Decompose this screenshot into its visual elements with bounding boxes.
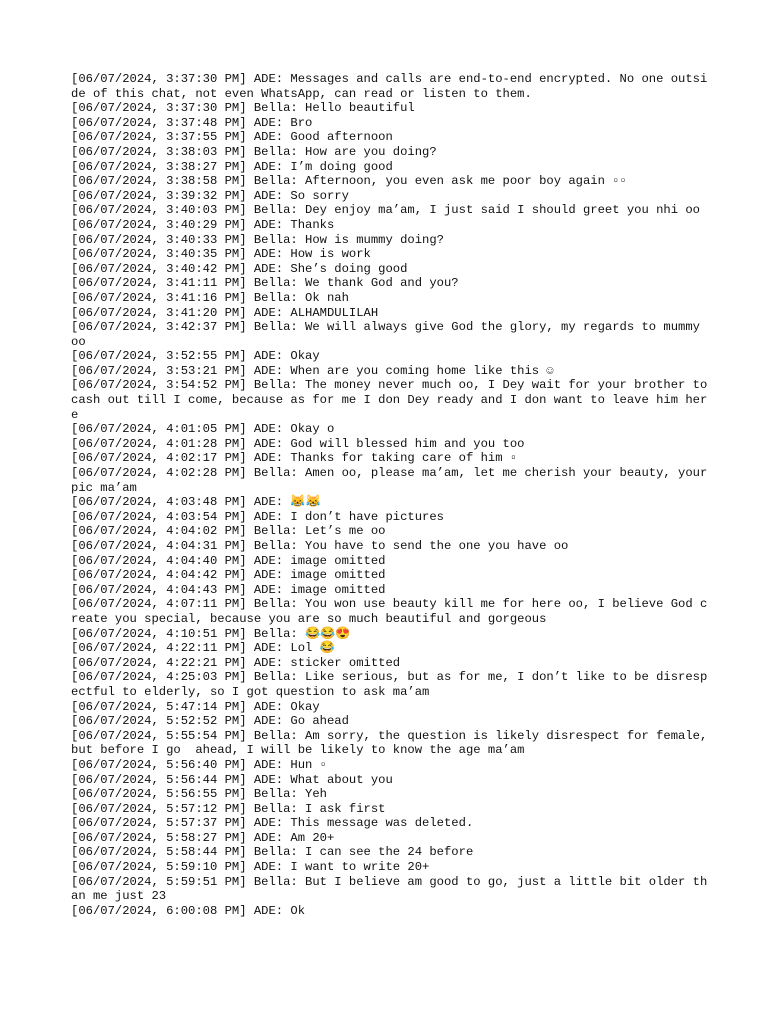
chat-message: [06/07/2024, 3:41:20 PM] ADE: ALHAMDULILAH bbox=[71, 305, 379, 320]
chat-message: [06/07/2024, 5:47:14 PM] ADE: Okay bbox=[71, 699, 320, 714]
chat-message: [06/07/2024, 5:59:51 PM] Bella: But I believe am good to go, just a little bit older than me just 23 bbox=[71, 874, 708, 904]
chat-transcript bbox=[71, 72, 715, 918]
chat-message: [06/07/2024, 4:03:48 PM] ADE: 😹😹 bbox=[71, 495, 321, 510]
chat-message: [06/07/2024, 3:37:30 PM] ADE: Messages and calls are end-to-end encrypted. No one outside of this chat, not even WhatsApp, can read or listen to them. bbox=[71, 72, 708, 101]
chat-message: [06/07/2024, 3:37:48 PM] ADE: Bro bbox=[71, 115, 313, 130]
chat-message: [06/07/2024, 5:52:52 PM] ADE: Go ahead bbox=[71, 714, 349, 729]
chat-message: [06/07/2024, 5:56:44 PM] ADE: What about you bbox=[71, 772, 393, 787]
chat-message: [06/07/2024, 4:04:42 PM] ADE: image omitted bbox=[71, 568, 386, 583]
chat-message: [06/07/2024, 5:56:55 PM] Bella: Yeh bbox=[71, 787, 327, 802]
chat-message: [06/07/2024, 4:22:11 PM] ADE: Lol 😂 bbox=[71, 641, 335, 656]
chat-message: [06/07/2024, 3:38:27 PM] ADE: I’m doing good bbox=[71, 159, 393, 174]
chat-message: [06/07/2024, 3:37:30 PM] Bella: Hello beautiful bbox=[71, 101, 415, 116]
chat-message: [06/07/2024, 3:41:16 PM] Bella: Ok nah bbox=[71, 290, 349, 305]
chat-message: [06/07/2024, 3:40:33 PM] Bella: How is mummy doing? bbox=[71, 232, 444, 247]
chat-message: [06/07/2024, 4:02:28 PM] Bella: Amen oo, please ma’am, let me cherish your beauty, your pic ma’am bbox=[71, 466, 715, 495]
chat-message: [06/07/2024, 4:01:28 PM] ADE: God will blessed him and you too bbox=[71, 436, 525, 451]
chat-message: [06/07/2024, 4:04:40 PM] ADE: image omitted bbox=[71, 553, 386, 568]
chat-message: [06/07/2024, 3:37:55 PM] ADE: Good afternoon bbox=[71, 130, 393, 145]
chat-message: [06/07/2024, 4:01:05 PM] ADE: Okay o bbox=[71, 422, 335, 437]
chat-message: [06/07/2024, 3:39:32 PM] ADE: So sorry bbox=[71, 188, 349, 203]
chat-message: [06/07/2024, 3:41:11 PM] Bella: We thank God and you? bbox=[71, 276, 459, 291]
chat-message: [06/07/2024, 4:04:43 PM] ADE: image omitted bbox=[71, 582, 386, 597]
chat-message: [06/07/2024, 5:57:12 PM] Bella: I ask first bbox=[71, 801, 386, 816]
chat-message: [06/07/2024, 4:04:31 PM] Bella: You have to send the one you have oo bbox=[71, 539, 569, 553]
chat-message: [06/07/2024, 4:22:21 PM] ADE: sticker omitted bbox=[71, 655, 401, 670]
chat-message: [06/07/2024, 4:03:54 PM] ADE: I don’t have pictures bbox=[71, 509, 444, 524]
chat-message: [06/07/2024, 4:02:17 PM] ADE: Thanks for taking care of him ▫ bbox=[71, 451, 518, 466]
chat-message: [06/07/2024, 5:58:44 PM] Bella: I can see the 24 before bbox=[71, 845, 474, 860]
chat-message: [06/07/2024, 3:40:29 PM] ADE: Thanks bbox=[71, 217, 335, 232]
chat-message: [06/07/2024, 4:10:51 PM] Bella: 😂😂😍 bbox=[71, 626, 351, 641]
chat-message: [06/07/2024, 5:56:40 PM] ADE: Hun ▫ bbox=[71, 757, 327, 772]
chat-message: [06/07/2024, 3:40:03 PM] Bella: Dey enjoy ma’am, I just said I should greet you nhi oo bbox=[71, 203, 700, 218]
chat-message: [06/07/2024, 4:04:02 PM] Bella: Let’s me oo bbox=[71, 524, 386, 539]
chat-message: [06/07/2024, 5:59:10 PM] ADE: I want to write 20+ bbox=[71, 860, 430, 875]
chat-message: [06/07/2024, 5:58:27 PM] ADE: Am 20+ bbox=[71, 830, 335, 845]
chat-message: [06/07/2024, 3:38:03 PM] Bella: How are you doing? bbox=[71, 144, 437, 159]
chat-message: [06/07/2024, 4:07:11 PM] Bella: You won use beauty kill me for here oo, I believe God create you special, because you are so much beautiful and gorgeous bbox=[71, 597, 708, 626]
chat-message: [06/07/2024, 6:00:08 PM] ADE: Ok bbox=[71, 903, 306, 918]
chat-message: [06/07/2024, 4:25:03 PM] Bella: Like serious, but as for me, I don’t like to be disrespectful to elderly, so I got question to ask ma’am bbox=[71, 670, 708, 699]
chat-message: [06/07/2024, 3:52:55 PM] ADE: Okay bbox=[71, 349, 320, 364]
chat-message: [06/07/2024, 3:54:52 PM] Bella: The money never much oo, I Dey wait for your brother to cash out till I come, because as for me I don Dey ready and I don want to leave him here bbox=[71, 378, 715, 422]
chat-message: [06/07/2024, 3:53:21 PM] ADE: When are you coming home like this ☺ bbox=[71, 363, 554, 378]
chat-message: [06/07/2024, 5:57:37 PM] ADE: This message was deleted. bbox=[71, 816, 474, 831]
chat-message: [06/07/2024, 3:42:37 PM] Bella: We will always give God the glory, my regards to mummy oo bbox=[71, 320, 708, 349]
chat-message: [06/07/2024, 3:40:42 PM] ADE: She’s doing good bbox=[71, 261, 408, 276]
chat-message: [06/07/2024, 5:55:54 PM] Bella: Am sorry, the question is likely disrespect for female, but before I go ahead, I will be likely to know the age ma’am bbox=[71, 728, 715, 758]
chat-message: [06/07/2024, 3:38:58 PM] Bella: Afternoon, you even ask me poor boy again ▫▫ bbox=[71, 174, 627, 189]
chat-message: [06/07/2024, 3:40:35 PM] ADE: How is work bbox=[71, 247, 371, 262]
